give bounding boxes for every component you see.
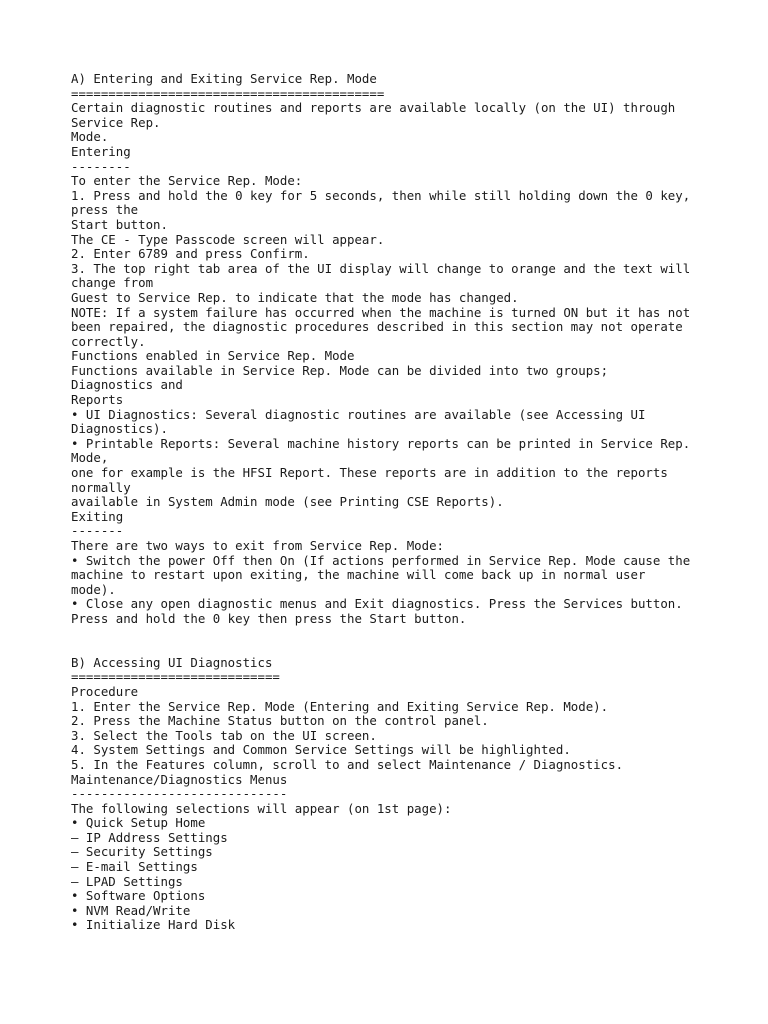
list-item: • Software Options bbox=[71, 888, 206, 904]
section-a bbox=[71, 72, 731, 627]
subheading-menus: Maintenance/Diagnostics Menus bbox=[71, 771, 288, 787]
bullet-line: • Printable Reports: Several machine history reports can be printed in Service Rep. bbox=[71, 435, 691, 451]
text-line: one for example is the HFSI Report. These reports are in addition to the reports bbox=[71, 465, 668, 481]
subheading-procedure: Procedure bbox=[71, 683, 139, 699]
text-line: Start button. bbox=[71, 216, 168, 232]
text-line: Mode, bbox=[71, 450, 109, 466]
list-item: • Initialize Hard Disk bbox=[71, 917, 236, 933]
text-line: Press and hold the 0 key then press the Start button. bbox=[71, 610, 467, 626]
subheading-functions: Functions enabled in Service Rep. Mode bbox=[71, 348, 355, 364]
step-line: 1. Press and hold the 0 key for 5 seconds, then while still holding down the 0 key, bbox=[71, 187, 691, 203]
list-item: • NVM Read/Write bbox=[71, 902, 191, 918]
note-line: correctly. bbox=[71, 333, 146, 349]
note-line: been repaired, the diagnostic procedures described in this section may not operate bbox=[71, 319, 683, 335]
subheading-underline: ------- bbox=[71, 523, 124, 539]
text-line: mode). bbox=[71, 581, 116, 597]
text-line: Certain diagnostic routines and reports are available locally (on the UI) through bbox=[71, 100, 676, 116]
text-line: Diagnostics and bbox=[71, 377, 183, 393]
text-line: available in System Admin mode (see Printing CSE Reports). bbox=[71, 494, 504, 510]
text-line: The CE - Type Passcode screen will appear. bbox=[71, 231, 385, 247]
step-line: 2. Press the Machine Status button on the control panel. bbox=[71, 713, 489, 729]
list-item: – IP Address Settings bbox=[71, 829, 228, 845]
bullet-line: • UI Diagnostics: Several diagnostic routines are available (see Accessing UI bbox=[71, 406, 646, 422]
subheading-underline: ----------------------------- bbox=[71, 786, 288, 802]
section-a-underline: ========================================== bbox=[71, 85, 385, 101]
text-line: There are two ways to exit from Service Rep. Mode: bbox=[71, 538, 444, 553]
step-line: 1. Enter the Service Rep. Mode (Entering and Exiting Service Rep. Mode). bbox=[71, 698, 609, 714]
text-line: To enter the Service Rep. Mode: bbox=[71, 173, 303, 189]
bullet-line: • Switch the power Off then On (If actions performed in Service Rep. Mode cause the bbox=[71, 552, 691, 568]
step-line: 3. Select the Tools tab on the UI screen. bbox=[71, 727, 377, 743]
text-line: press the bbox=[71, 202, 139, 218]
text-line: Reports bbox=[71, 392, 124, 408]
text-line: change from bbox=[71, 275, 154, 291]
list-item: – E-mail Settings bbox=[71, 859, 198, 875]
section-b-heading: B) Accessing UI Diagnostics bbox=[71, 654, 273, 670]
text-line: The following selections will appear (on 1st page): bbox=[71, 800, 452, 816]
list-item: – LPAD Settings bbox=[71, 873, 183, 889]
text-line: Service Rep. bbox=[71, 114, 161, 130]
document-body bbox=[71, 72, 731, 933]
step-line: 4. System Settings and Common Service Settings will be highlighted. bbox=[71, 742, 571, 758]
subheading-exiting: Exiting bbox=[71, 508, 124, 524]
text-line: Mode. bbox=[71, 129, 109, 145]
note-line: NOTE: If a system failure has occurred when the machine is turned ON but it has not bbox=[71, 304, 691, 320]
text-line: Functions available in Service Rep. Mode can be divided into two groups; bbox=[71, 362, 609, 378]
step-line: 2. Enter 6789 and press Confirm. bbox=[71, 246, 310, 262]
text-line: Guest to Service Rep. to indicate that the mode has changed. bbox=[71, 289, 519, 305]
section-a-heading: A) Entering and Exiting Service Rep. Mode bbox=[71, 71, 377, 86]
text-line: normally bbox=[71, 479, 131, 495]
subheading-underline: -------- bbox=[71, 158, 131, 174]
list-item: – Security Settings bbox=[71, 844, 213, 860]
text-line: Diagnostics). bbox=[71, 421, 168, 437]
bullet-line: • Close any open diagnostic menus and Exit diagnostics. Press the Services button. bbox=[71, 596, 683, 612]
step-line: 3. The top right tab area of the UI display will change to orange and the text will bbox=[71, 260, 691, 276]
section-divider bbox=[71, 627, 731, 656]
step-line: 5. In the Features column, scroll to and select Maintenance / Diagnostics. bbox=[71, 756, 624, 772]
subheading-entering: Entering bbox=[71, 143, 131, 159]
list-item: • Quick Setup Home bbox=[71, 815, 206, 831]
text-line: machine to restart upon exiting, the machine will come back up in normal user bbox=[71, 567, 646, 583]
section-b-underline: ============================ bbox=[71, 669, 280, 685]
section-b bbox=[71, 656, 731, 933]
